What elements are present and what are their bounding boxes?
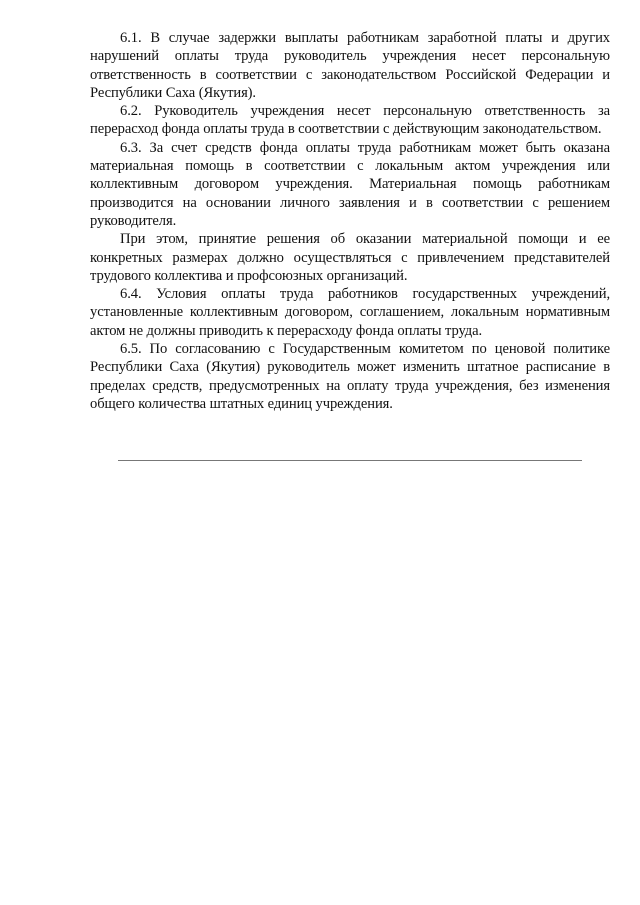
paragraph-6-5: 6.5. По согласованию с Государственным комитетом по ценовой политике Республики Саха (Якутия) руководитель может изменить штатное расписание в пределах средств, предусмотренных на оплату труда учреждения, без изменения общего количества штатных единиц учреждения.: [90, 341, 610, 412]
paragraph-6-3: 6.3. За счет средств фонда оплаты труда работникам может быть оказана материальная помощь в соответствии с локальным актом учреждения или коллективным договором учреждения. Материальная помощь работникам производится на основании личного заявления и в соответствии с решением руководителя.: [90, 139, 610, 229]
paragraph-6-4: 6.4. Условия оплаты труда работников государственных учреждений, установленные коллективным договором, соглашением, локальным нормативным актом не должны приводить к перерасходу фонда оплаты труда.: [90, 286, 610, 339]
document-body: [90, 29, 610, 413]
end-divider-line: [118, 460, 582, 461]
paragraph-6-1: 6.1. В случае задержки выплаты работникам заработной платы и других нарушений оплаты труда руководитель учреждения несет персональную ответственность в соответствии с законодательством Российской Федерации и Республики Саха (Якутия).: [90, 30, 610, 101]
paragraph-6-3-continuation: При этом, принятие решения об оказании материальной помощи и ее конкретных размерах должно осуществляться с привлечением представителей трудового коллектива и профсоюзных организаций.: [90, 231, 610, 284]
paragraph-6-2: 6.2. Руководитель учреждения несет персональную ответственность за перерасход фонда оплаты труда в соответствии с действующим законодательством.: [90, 103, 610, 138]
